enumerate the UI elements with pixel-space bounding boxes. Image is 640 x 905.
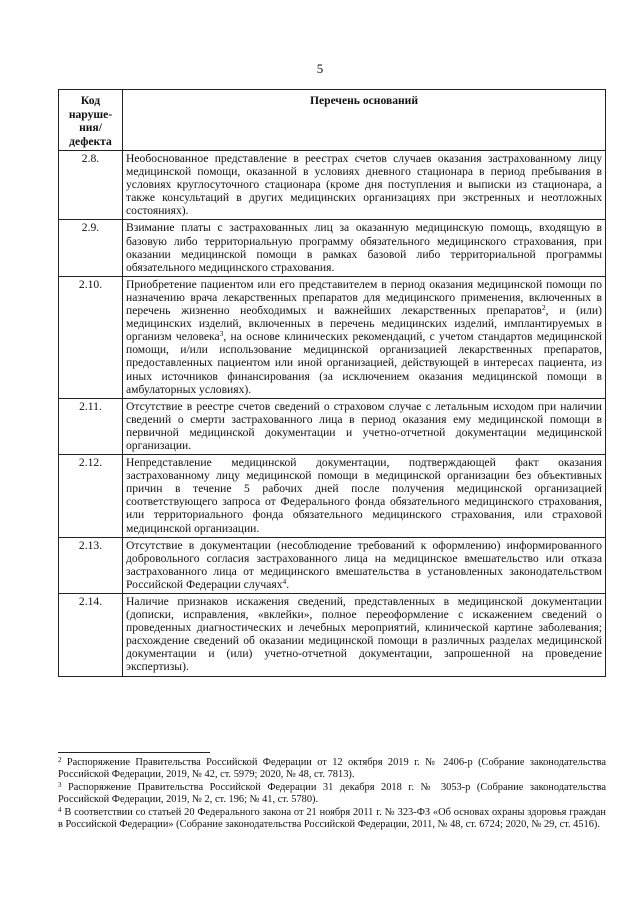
- row-text-part: Отсутствие в документации (несоблюдение требований к оформлению) информированного добровольного согласия застрахованного лица на медицинское вмешательство или отказа застрахованного лица от медицинского вмешательства в установленных законодательством Российской Федерации случаях: [126, 538, 602, 591]
- table-row: [59, 276, 606, 398]
- table-row: [59, 151, 606, 220]
- row-text: Наличие признаков искажения сведений, представленных в медицинской документации (дописки, исправления, «вклейки», полное переоформление с искажением сведений о проведенных диагностических и лечебных мероприятий, клинической картине заболевания; расхождение сведений об оказании медицинской помощи в различных разделах медицинской документации и (или) учетно-отчетной документации, запрошенной на проведение экспертизы).: [123, 594, 606, 677]
- footnote-separator: [58, 752, 210, 753]
- footnote-text: Распоряжение Правительства Российской Федерации 31 декабря 2018 г. № 3053-р (Собрание законодательства Российской Федерации, 2019, № 2, ст. 196; № 41, ст. 5780).: [58, 782, 606, 805]
- footnote: [58, 782, 606, 806]
- row-code: 2.8.: [59, 151, 123, 220]
- row-text-part: , на основе клинических рекомендаций, с учетом стандартов медицинской помощи, и/или использование медицинской организацией лекарственных препаратов, предоставленных пациентом или иной организацией, действующей в интересах пациента, из иных источников финансирования (за исключением оказания медицинской помощи в амбулаторных условиях).: [126, 330, 602, 396]
- table-row: [59, 537, 606, 593]
- violations-table: [58, 89, 606, 677]
- row-text-part: .: [286, 577, 290, 591]
- table-row: [59, 220, 606, 276]
- row-text: Непредставление медицинской документации, подтверждающей факт оказания застрахованному лицу медицинской помощи в медицинской организации без объективных причин в течение 5 рабочих дней после получения медицинской организацией соответствующего запроса от Федерального фонда обязательного медицинского страхования, или территориального фонда обязательного медицинского страхования, или страховой медицинской организации.: [123, 455, 606, 538]
- footnote: [58, 807, 606, 831]
- footnote-text: Распоряжение Правительства Российской Федерации от 12 октября 2019 г. № 2406-р (Собрание законодательства Российской Федерации, 2019, № 42, ст. 5979; 2020, № 48, ст. 7813).: [58, 757, 606, 780]
- footnote-mark: 2: [58, 756, 62, 764]
- row-text: Отсутствие в реестре счетов сведений о страховом случае с летальным исходом при наличии сведений о смерти застрахованного лица в период оказания ему медицинской помощи в первичной медицинской документации и учетно-отчетной документации медицинской организации.: [123, 398, 606, 454]
- row-code: 2.11.: [59, 398, 123, 454]
- page-number: 5: [316, 61, 324, 76]
- footnote: [58, 757, 606, 781]
- row-text: [123, 276, 606, 398]
- row-text: Взимание платы с застрахованных лиц за оказанную медицинскую помощь, входящую в базовую либо территориальную программу обязательного медицинского страхования, при оказании медицинской помощи в рамках базовой либо территориальной программы обязательного медицинского страхования.: [123, 220, 606, 276]
- footnote-ref: 2: [541, 303, 546, 313]
- footnote-mark: 4: [58, 806, 62, 814]
- footnote-ref: 4: [282, 576, 287, 586]
- row-text-part: , и (или) медицинских изделий, включенных в перечень медицинских изделий, имплантируемых в организм человека: [126, 304, 602, 344]
- table-header-row: [59, 90, 606, 151]
- footnote-mark: 3: [58, 781, 62, 789]
- row-code: 2.9.: [59, 220, 123, 276]
- table-row: [59, 455, 606, 538]
- list-column-header: Перечень оснований: [123, 90, 606, 151]
- footnote-ref: 3: [219, 329, 224, 339]
- table-row: [59, 398, 606, 454]
- row-text: [123, 537, 606, 593]
- row-code: 2.14.: [59, 594, 123, 677]
- row-text-part: Приобретение пациентом или его представителем в период оказания медицинской помощи по назначению врача лекарственных препаратов для медицинского применения, включенных в перечень жизненно необходимых и важнейших лекарственных препаратов: [126, 277, 602, 318]
- row-code: 2.12.: [59, 455, 123, 538]
- code-column-header: Код наруше-ния/ дефекта: [59, 90, 123, 151]
- footnote-text: В соответствии со статьей 20 Федерального закона от 21 ноября 2011 г. № 323-ФЗ «Об основах охраны здоровья граждан в Российской Федерации» (Собрание законодательства Российской Федерации, 2011, № 48, ст. 6724; 2020, № 29, ст. 4516).: [58, 807, 606, 830]
- row-text: Необоснованное представление в реестрах счетов случаев оказания застрахованному лицу медицинской помощи, оказанной в условиях дневного стационара в период пребывания в условиях круглосуточного стационара (кроме дня поступления и выписки из стационара, а также консультаций в других медицинских организациях при экстренных и неотложных состояниях).: [123, 151, 606, 220]
- row-code: 2.13.: [59, 537, 123, 593]
- row-code: 2.10.: [59, 276, 123, 398]
- footnotes: [58, 757, 606, 832]
- table-row: [59, 594, 606, 677]
